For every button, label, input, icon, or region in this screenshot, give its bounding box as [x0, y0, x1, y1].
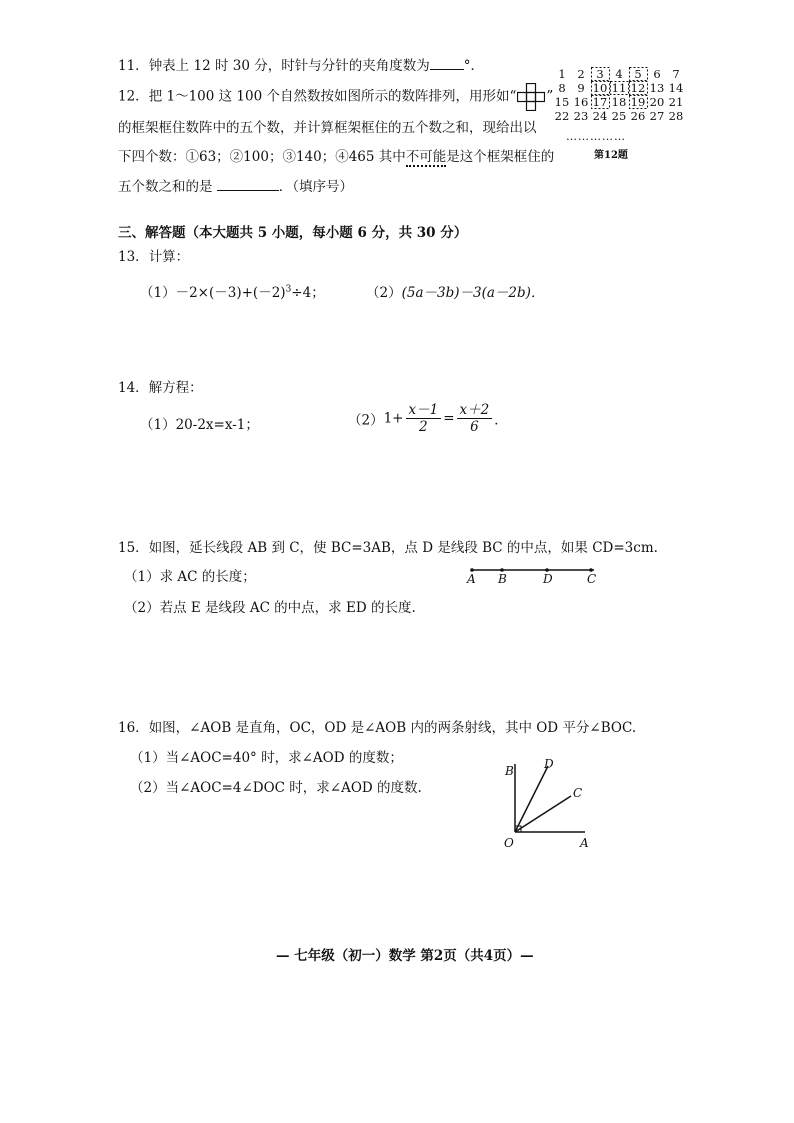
q13-part2-label: （2）: [366, 285, 402, 301]
fraction-numerator: x－1: [406, 402, 442, 419]
q14-part1-label: （1）: [140, 417, 176, 433]
grid-cell: 28: [668, 109, 684, 123]
q14-title-text: 解方程：: [148, 380, 203, 396]
q14-part2-prefix: 1+: [383, 410, 404, 427]
q12-line3: [118, 145, 554, 165]
q12-number-grid: [553, 67, 687, 123]
q15-text: [118, 536, 658, 556]
grid-cell: 10: [592, 81, 608, 95]
q14-fraction-1: [406, 402, 442, 435]
grid-cell: 23: [573, 109, 589, 123]
q13-title-text: 计算：: [148, 249, 190, 265]
grid-cell: 9: [577, 81, 585, 95]
grid-cell: 16: [573, 95, 589, 109]
q15-segment-diagram: [462, 562, 602, 592]
point-label-a: A: [467, 572, 476, 586]
point-label-b: B: [505, 764, 514, 778]
q16-number: 16．: [118, 720, 149, 736]
grid-cell: 3: [596, 67, 604, 81]
grid-cell: 13: [649, 81, 665, 95]
grid-cell: 21: [668, 95, 684, 109]
q13-part2: [366, 281, 544, 301]
point-label-d: D: [543, 572, 553, 586]
equals-sign: =: [443, 410, 455, 427]
grid-ellipsis: ……………: [566, 130, 626, 143]
q16-part1: （1）当∠AOC=40° 时，求∠AOD 的度数；: [130, 750, 403, 766]
grid-cell: 6: [653, 67, 661, 81]
q15-body: 如图，延长线段 AB 到 C，使 BC=3AB，点 D 是线段 BC 的中点，如果 CD=3cm.: [148, 540, 658, 556]
q16-body: 如图，∠AOB 是直角，OC，OD 是∠AOB 内的两条射线，其中 OD 平分∠BOC.: [148, 720, 637, 736]
q12-line2: [118, 116, 537, 136]
grid-cell: 24: [592, 109, 608, 123]
point-label-o: O: [504, 836, 514, 850]
point-label-a: A: [580, 836, 589, 850]
q11-line: [118, 54, 484, 74]
q13-part1-expr: －2×(－3)+(－2): [175, 285, 286, 301]
point-label-d: D: [544, 757, 554, 771]
q11-answer-blank[interactable]: [430, 69, 464, 70]
q12-text-4a: 五个数之和的是: [118, 179, 213, 195]
q16-part2: （2）当∠AOC=4∠DOC 时，求∠AOD 的度数.: [130, 780, 422, 796]
q12-text-1a: 把 1～100 这 100 个自然数按如图所示的数阵排列，用形如“: [148, 88, 517, 105]
grid-cell: 2: [577, 67, 585, 81]
q11-text: 钟表上 12 时 30 分，时针与分针的夹角度数为: [148, 58, 430, 74]
point-label-b: B: [498, 572, 507, 586]
grid-cell: 25: [611, 109, 627, 123]
fraction-denominator: 2: [419, 419, 428, 435]
grid-cell: 22: [554, 109, 570, 123]
cross-frame-icon: [517, 83, 545, 111]
grid-cell: 19: [630, 95, 646, 109]
section-heading: 三、解答题（本大题共 5 小题，每小题 6 分，共 30 分）: [118, 225, 468, 241]
point-label-c: C: [587, 572, 597, 586]
q11-number: 11．: [118, 58, 149, 74]
grid-cell: 1: [558, 67, 566, 81]
q13-title: [118, 245, 189, 265]
grid-cell: 4: [615, 67, 623, 81]
point-label-c: C: [573, 786, 583, 800]
q12-text-3b: 是这个框架框住的: [446, 149, 555, 165]
grid-cell: 18: [611, 95, 627, 109]
q14-part1-expr: 20-2x=x-1；: [175, 417, 259, 433]
q14-part2-end: ．: [494, 412, 508, 429]
grid-cell: 26: [630, 109, 646, 123]
q16-text: [118, 716, 636, 736]
grid-cell: 12: [630, 81, 646, 95]
fraction-denominator: 6: [470, 419, 479, 435]
grid-cell: 15: [554, 95, 570, 109]
q15-part1: （1）求 AC 的长度；: [124, 569, 256, 585]
grid-cell: 27: [649, 109, 665, 123]
q12-answer-blank[interactable]: [217, 190, 279, 191]
grid-cell: 5: [634, 67, 642, 81]
q13-number: 13．: [118, 249, 149, 265]
q12-text-4b: ．（填序号）: [278, 179, 354, 195]
q14-title: [118, 376, 203, 396]
grid-cell: 7: [672, 67, 680, 81]
q12-text-1b: ”: [546, 88, 554, 105]
q16-angle-diagram: [505, 752, 615, 842]
grid-cell: 8: [558, 81, 566, 95]
q14-part1: [140, 413, 259, 433]
q15-part2: （2）若点 E 是线段 AC 的中点，求 ED 的长度.: [124, 600, 416, 616]
grid-cell: 20: [649, 95, 665, 109]
q13-part1: [140, 281, 325, 301]
q12-text-2: 的框架框住数阵中的五个数，并计算框架框住的五个数之和，现给出以: [118, 120, 537, 136]
q14-fraction-2: [457, 402, 493, 435]
grid-figure-label: 第12题: [594, 150, 628, 161]
grid-cell: 17: [592, 95, 608, 109]
q13-part1-label: （1）: [140, 285, 176, 301]
q13-part1-expr-end: ÷4；: [291, 285, 325, 301]
q14-part2-label: （2）: [348, 412, 384, 429]
grid-cell: 11: [611, 81, 627, 95]
q12-number: 12．: [118, 88, 149, 105]
q15-number: 15．: [118, 540, 149, 556]
q12-text-3a: 下四个数：①63；②100；③140；④465 其中: [118, 149, 406, 165]
q13-part1-exponent: 3: [285, 284, 292, 295]
q14-part2: [348, 402, 508, 435]
grid-frame-lines: [553, 67, 687, 127]
fraction-numerator: x＋2: [457, 402, 493, 419]
q12-emphasis: 不可能: [405, 149, 447, 165]
grid-cell: 14: [668, 81, 684, 95]
q12-line4: [118, 175, 353, 195]
q11-text-end: °．: [463, 58, 484, 74]
q13-part2-expr: (5a－3b)－3(a－2b)．: [401, 285, 545, 301]
page-footer: — 七年级（初一）数学 第2页（共4页）—: [276, 948, 534, 964]
q12-line1: [118, 83, 553, 111]
q14-number: 14．: [118, 380, 149, 396]
